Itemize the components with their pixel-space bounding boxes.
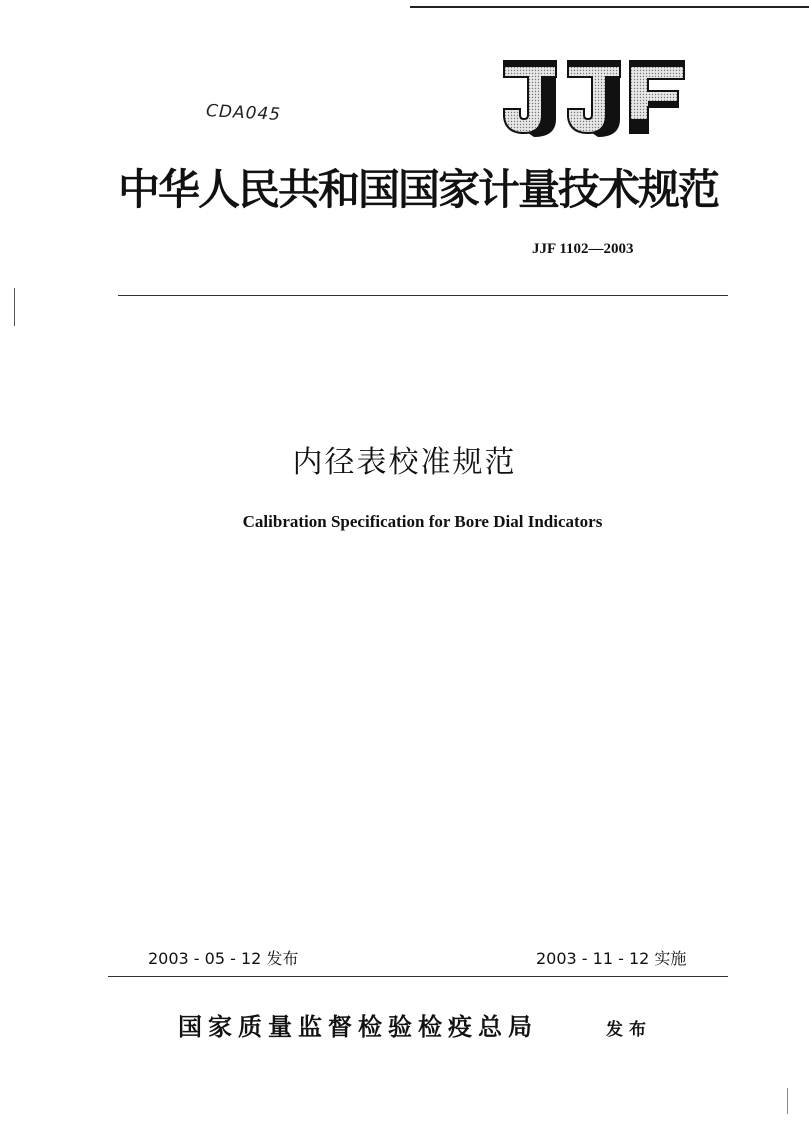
scan-mark (787, 1088, 788, 1114)
document-title-cn: 内径表校准规范 (292, 445, 517, 480)
publisher-name: 国家质量监督检验检疫总局 (178, 1012, 538, 1041)
implementation-date: 2003 - 11 - 12 实施 (536, 949, 687, 968)
handwritten-note: CDA045 (205, 101, 282, 125)
document-title-en: Calibration Specification for Bore Dial Indicators (242, 512, 603, 531)
national-spec-title: 中华人民共和国国家计量技术规范 (118, 165, 719, 214)
logo-letter-f (630, 61, 684, 133)
standard-code: JJF 1102—2003 (532, 241, 634, 257)
top-border-line (410, 6, 809, 8)
publisher-suffix: 发布 (606, 1020, 652, 1040)
footer-divider (108, 976, 728, 977)
logo-letter-j1 (504, 61, 556, 137)
binding-mark (14, 288, 15, 326)
issue-date: 2003 - 05 - 12 发布 (148, 949, 299, 968)
jjf-logo (498, 57, 686, 137)
header-divider (118, 295, 728, 296)
logo-letter-j2 (568, 61, 620, 137)
